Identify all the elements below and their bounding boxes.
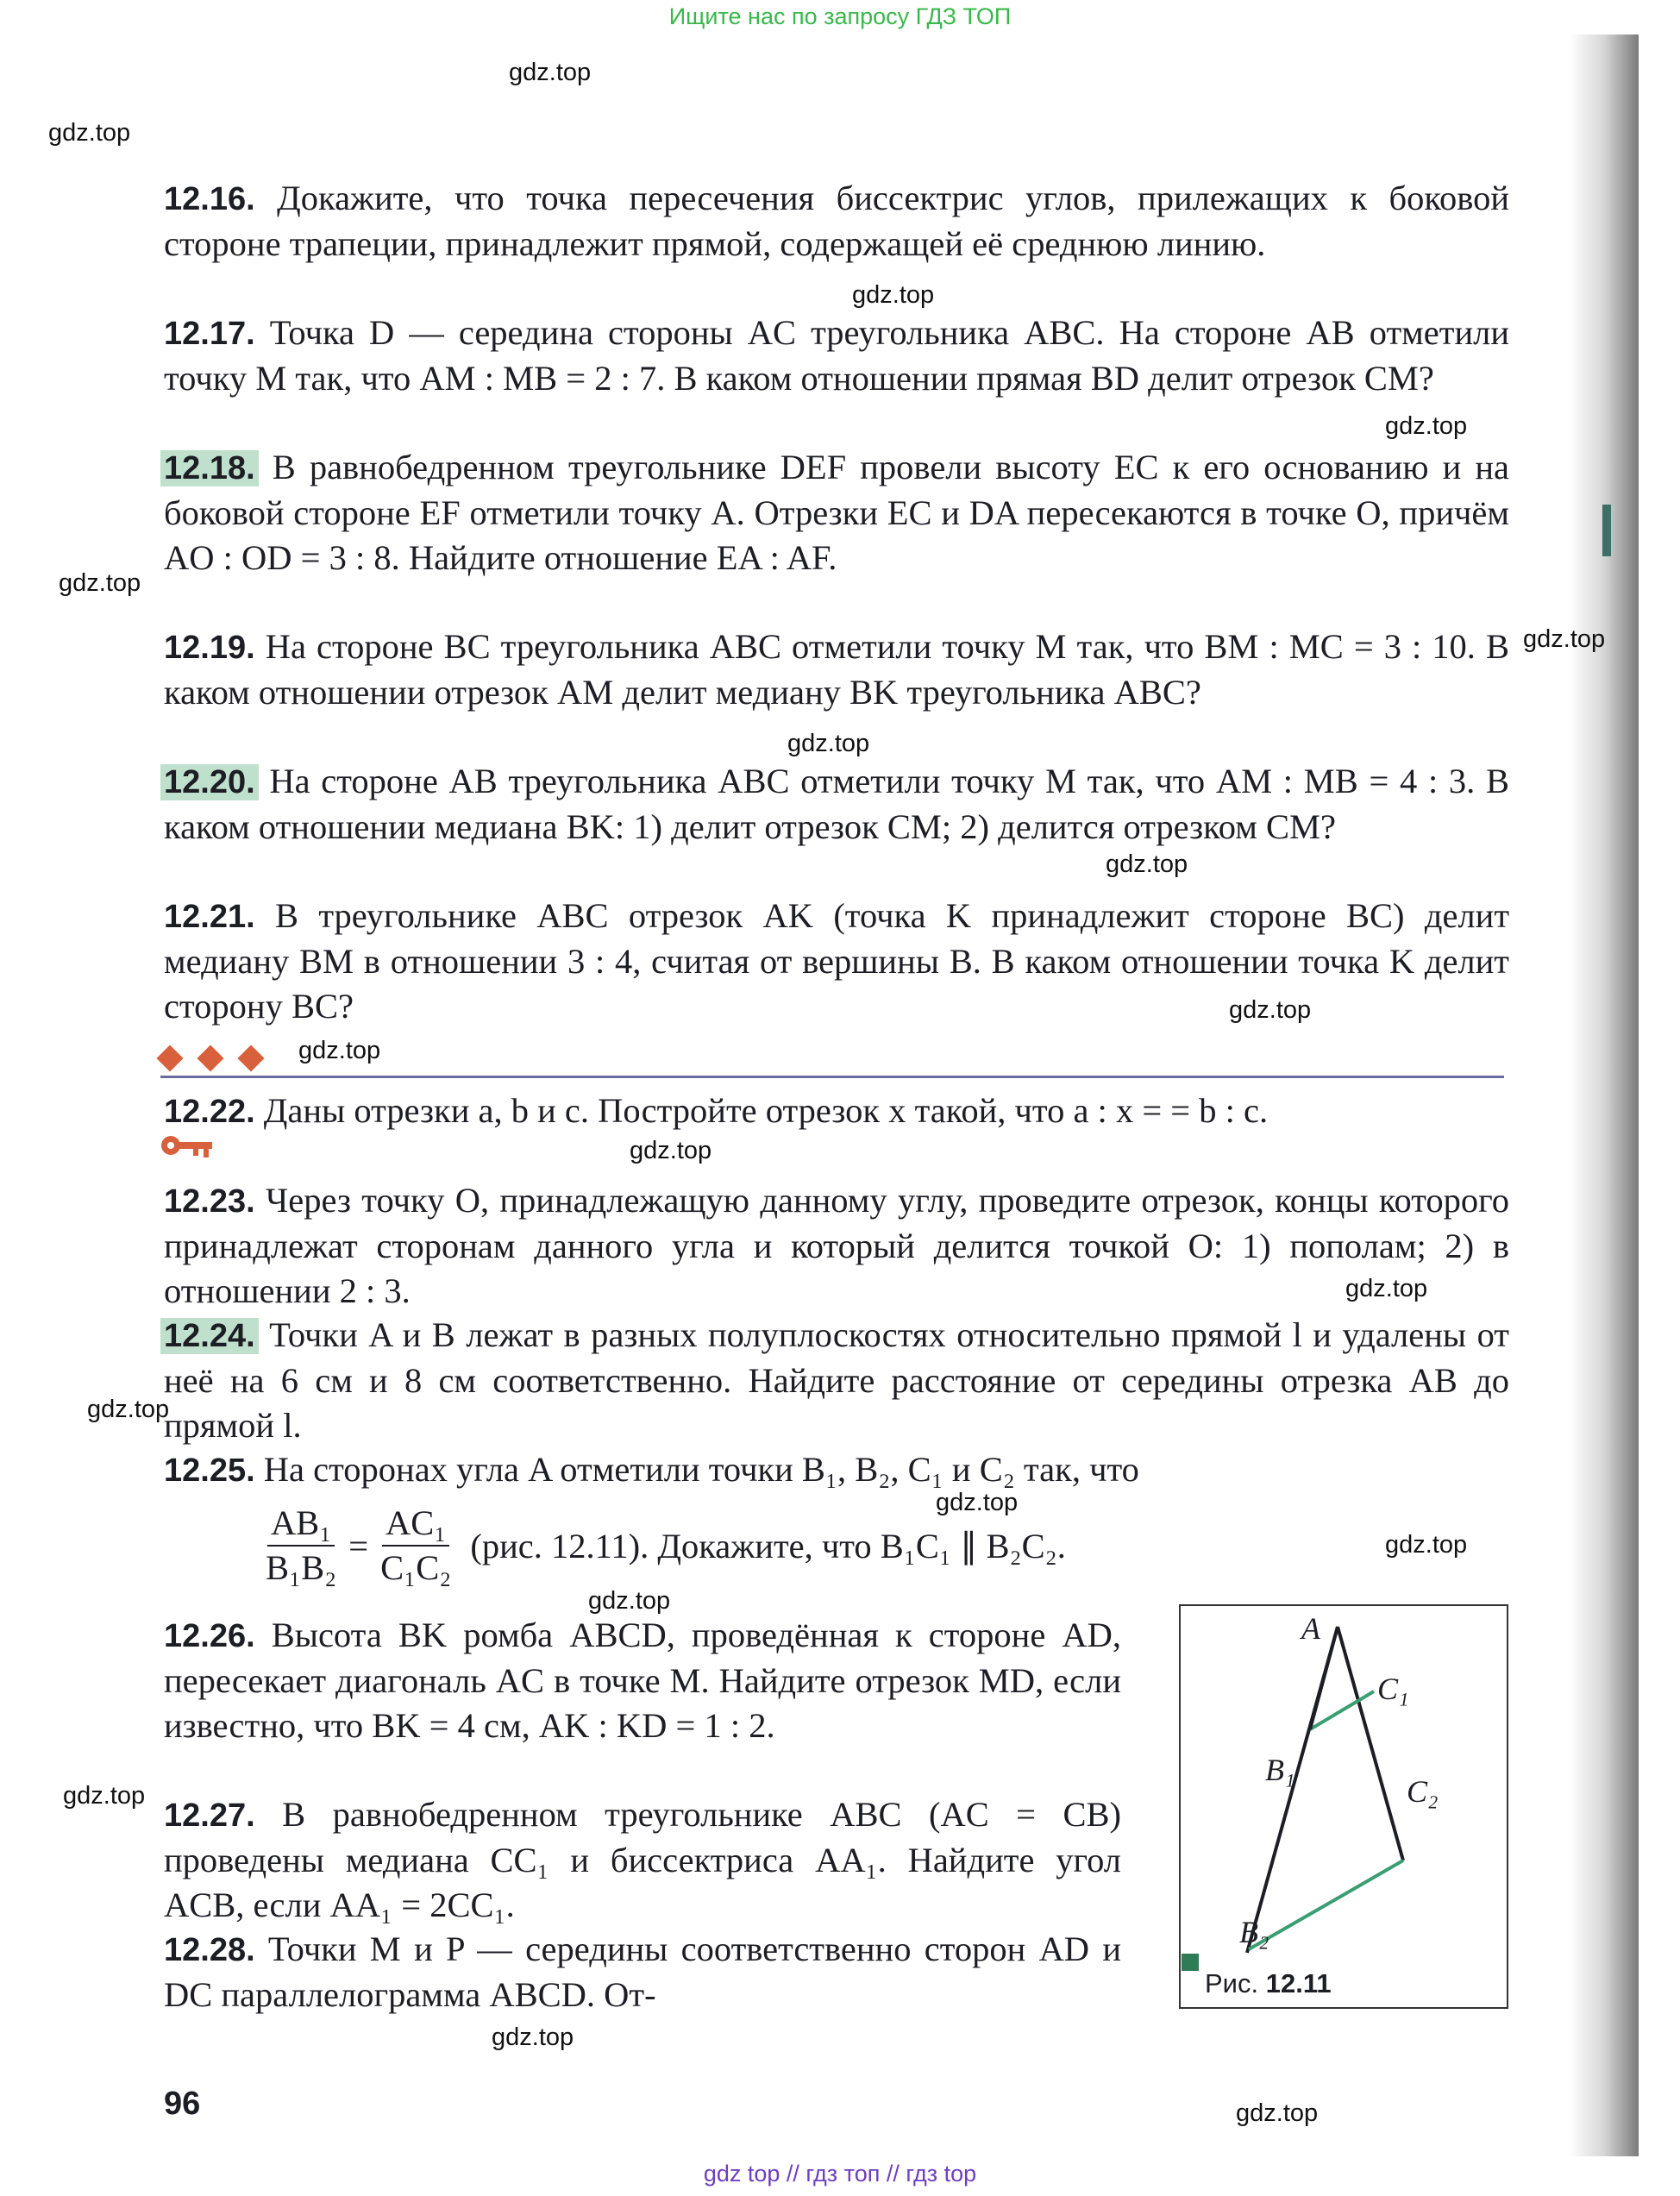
equals-sign: = (348, 1526, 369, 1565)
problem-text: Точки M и P — середины соответственно сторон AD и DC параллелограмма ABCD. От- (164, 1929, 1121, 2014)
problem-text-tail: (рис. 12.11). Докажите, что B₁C₁ ∥ B₂C₂. (470, 1527, 1066, 1565)
problem-text: Точка D — середина стороны AC треугольника ABC. На стороне AB отметили точку M так, что AM : MB = 2 : 7. В каком отношении прямая BD делит отрезок CM? (164, 313, 1510, 398)
figure-caption-prefix: Рис. (1205, 1968, 1259, 1998)
problem-12-28 (164, 1927, 1121, 2017)
problem-number: 12.22. (164, 1094, 255, 1130)
problem-number: 12.21. (164, 899, 255, 935)
problem-number: 12.26. (164, 1618, 255, 1654)
problem-text: На стороне AB треугольника ABC отметили точку M так, что AM : MB = 4 : 3. В каком отношении медиана BK: 1) делит отрезок CM; 2) делится отрезком CM? (164, 762, 1509, 846)
diamond-icon (156, 1045, 183, 1071)
watermark: gdz.top (1385, 1531, 1468, 1559)
watermark: gdz.top (1523, 625, 1606, 653)
watermark: gdz.top (936, 1489, 1019, 1516)
watermark: gdz.top (1229, 996, 1312, 1024)
proportion-formula (259, 1503, 1066, 1589)
page-edge (1639, 35, 1680, 2156)
figure-caption-number: 12.11 (1265, 1968, 1332, 1998)
problem-text: Через точку O, принадлежащую данному углу, проведите отрезок, концы которого принадлежат сторонам данного угла и который делится точкой O: 1) пополам; 2) в отношении 2 : 3. (164, 1181, 1509, 1310)
watermark: gdz.top (1345, 1275, 1428, 1302)
watermark: gdz.top (630, 1137, 712, 1164)
fraction (380, 1503, 451, 1588)
problem-text: Высота BK ромба ABCD, проведённая к стороне AD, пересекает диагональ AC в точке M. Найдите отрезок MD, если известно, что BK = 4 см, AK : KD = 1 : 2. (164, 1616, 1122, 1745)
problem-12-17 (164, 311, 1509, 401)
problem-text: Докажите, что точка пересечения биссектрис углов, прилежащих к боковой стороне трапеции, принадлежит прямой, содержащей её среднюю линию. (164, 179, 1510, 263)
problem-12-19 (164, 624, 1509, 715)
watermark: gdz.top (1236, 2099, 1319, 2127)
page-binding-shadow (1570, 35, 1639, 2156)
problem-number: 12.27. (164, 1798, 255, 1834)
fraction (266, 1503, 336, 1588)
problem-text: В равнобедренном треугольнике DEF провели высоту EC к его основанию и на боковой стороне EF отметили точку A. Отрезки EC и DA пересекаются в точке O, причём AO : OD = 3 : 8. Найдите отношение EA : AF. (164, 448, 1509, 577)
figure-12-11 (1179, 1604, 1508, 2009)
label-B2: B₂ (1239, 1915, 1269, 1949)
watermark: gdz.top (63, 1782, 146, 1810)
top-banner[interactable]: Ищите нас по запросу ГДЗ ТОП (668, 3, 1012, 29)
label-A: A (1301, 1611, 1320, 1646)
problem-12-20 (164, 759, 1509, 850)
problem-12-24 (164, 1313, 1509, 1448)
watermark: gdz.top (48, 119, 131, 147)
fraction-numerator: AC₁ (382, 1503, 449, 1547)
difficulty-diamonds (160, 1044, 279, 1073)
figure-caption (1205, 1968, 1332, 1999)
angle-diagram (1181, 1606, 1507, 2007)
problem-12-27 (164, 1792, 1121, 1928)
label-C1: C₁ (1377, 1672, 1409, 1706)
watermark: gdz.top (588, 1587, 671, 1615)
problem-12-23 (164, 1178, 1509, 1314)
fraction-denominator: C₁C₂ (380, 1548, 452, 1587)
problem-12-16 (164, 176, 1509, 267)
problem-text: Точки A и B лежат в разных полуплоскостях относительно прямой l и удалены от неё на 6 см и 8 см соответственно. Найдите расстояние от середины отрезка AB до прямой l. (164, 1315, 1510, 1445)
page-edge-bookmark (1602, 505, 1611, 556)
problem-text: На сторонах угла A отметили точки B₁, B₂, C₁ и C₂ так, что (263, 1450, 1139, 1489)
bottom-banner[interactable]: gdz top // гдз топ // гдз top (703, 2161, 977, 2187)
problem-number-highlighted: 12.20. (160, 764, 259, 800)
figure-marker (1182, 1954, 1199, 1971)
diamond-icon (197, 1045, 223, 1071)
problem-number: 12.28. (164, 1932, 255, 1968)
key-icon (159, 1132, 214, 1163)
problem-number: 12.19. (164, 630, 255, 666)
watermark: gdz.top (59, 569, 141, 597)
problem-12-25 (164, 1447, 1509, 1493)
problem-text: В равнобедренном треугольнике ABC (AC = CB) проведены медиана CC₁ и биссектриса AA₁. Найдите угол ACB, если AA₁ = 2CC₁. (164, 1795, 1121, 1924)
section-divider (160, 1076, 1504, 1078)
watermark: gdz.top (1385, 412, 1468, 440)
problem-number: 12.16. (164, 181, 255, 217)
watermark: gdz.top (298, 1037, 381, 1064)
problem-number: 12.23. (164, 1183, 255, 1220)
problem-number: 12.17. (164, 316, 255, 352)
problem-number-highlighted: 12.18. (160, 450, 259, 486)
watermark: gdz.top (787, 730, 870, 757)
watermark: gdz.top (1106, 850, 1188, 878)
problem-12-21 (164, 894, 1509, 1029)
problem-text: На стороне BC треугольника ABC отметили точку M так, что BM : MC = 3 : 10. В каком отношении отрезок AM делит медиану BK треугольника ABC? (164, 627, 1509, 712)
watermark: gdz.top (492, 2023, 574, 2051)
problem-number-highlighted: 12.24. (160, 1318, 259, 1354)
diamond-icon (237, 1045, 264, 1071)
problem-12-22 (164, 1089, 1509, 1134)
watermark: gdz.top (87, 1396, 170, 1423)
problem-text: В треугольнике ABC отрезок AK (точка K принадлежит стороне BC) делит медиану BM в отношении 3 : 4, считая от вершины B. В каком отношении точка K делит сторону BC? (164, 896, 1510, 1026)
fraction-numerator: AB₁ (267, 1503, 335, 1547)
problem-12-18 (164, 445, 1509, 580)
problem-number: 12.25. (164, 1452, 255, 1489)
label-B1: B₁ (1265, 1753, 1295, 1787)
fraction-denominator: B₁B₂ (266, 1548, 337, 1587)
label-C2: C₂ (1407, 1774, 1439, 1809)
problem-12-26 (164, 1613, 1121, 1748)
problem-text: Даны отрезки a, b и c. Постройте отрезок x такой, что a : x = = b : c. (263, 1091, 1269, 1130)
watermark: gdz.top (509, 59, 592, 86)
watermark: gdz.top (852, 281, 935, 309)
page-number: 96 (164, 2086, 201, 2122)
